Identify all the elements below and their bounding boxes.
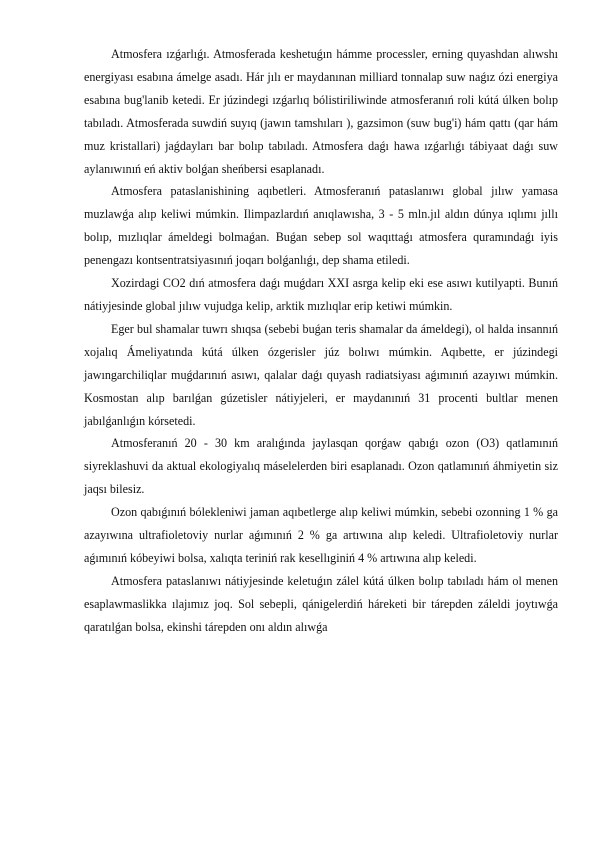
paragraph-pollution-consequences: Atmosfera pataslanishining aqıbetleri. Atmosferanıń pataslanıwı global jılıw yamasa muzlawǵa alıp keliwi múmkin. Ilimpazlardıń anıqlawısha, 3 - 5 mln.jıl aldın dúnya ıqlımı jıllı bolıp, mızlıqlar ámeldegi bolmaǵan. Buǵan sebep sol waqıttaǵı atmosfera quramındaǵı iyis penengazı kontsentratsiyasınıń joqarı bolǵanlıǵı, dep shama etiledi. xyxy=(84,184,558,268)
paragraph-ozone-depletion: Ozon qabıǵınıń bólekleniwi jaman aqıbetlerge alıp keliwi múmkin, sebebi ozonning 1 % ga azayıwına ultrafioletoviy nurlar aǵımınıń 2 % ga artıwına alıp keledi. Ultrafioletoviy nurlar aǵımınıń kóbeyiwi bolsa, xalıqta teriniń rak kesellıginiń 4 % artıwına alıp keledi. xyxy=(84,505,558,565)
document-page xyxy=(84,43,558,639)
paragraph-economic-changes: Eger bul shamalar tuwrı shıqsa (sebebi buǵan teris shamalar da ámeldegi), ol halda insannıń xojalıq Ámeliyatında kútá úlken ózgerisler júz bolıwı múmkin. Aqıbette, er júzindegi jawıngarchiliqlar muǵdarınıń asıwı, qalalar daǵı quyash radiatsiyası aǵımınıń azayıwı múmkin. Kosmostan alıp barılǵan gúzetisler nátiyjeleri, er maydanınıń 31 procenti bultlar menen jabılǵanlıǵın kórsetedi. xyxy=(84,321,558,428)
paragraph-co2-increase: Xozirdagi CO2 dıń atmosfera daǵı muǵdarı XXI asrga kelip eki ese asıwı kutilyapti. Bunıń nátiyjesinde global jılıw vujudga kelip, arktik mızlıqlar erip ketiwi múmkin. xyxy=(84,276,558,313)
paragraph-ozone-layer: Atmosferanıń 20 - 30 km aralıǵında jaylasqan qorǵaw qabıǵı ozon (O3) qatlamınıń siyreklashuvi da aktual ekologiyalıq máselelerden biri esaplanadı. Ozon qatlamınıń áhmiyetin siz jaqsı bilesiz. xyxy=(84,436,558,497)
paragraph-pollution-damage: Atmosfera pataslanıwı nátiyjesinde keletuǵın zálel kútá úlken bolıp tabıladı hám ol menen esaplawmaslikka ılajımız joq. Sol sebepli, qánigelerdiń háreketi bir tárepden záleldi joytıwǵa qaratılǵan bolsa, ekinshi tárepden onı aldın alıwǵa xyxy=(84,573,558,634)
paragraph-atmosphere-humidity: Atmosfera ızǵarlıǵı. Atmosferada keshetuǵın hámme processler, erning quyashdan alıwshı energiyası esabına ámelge asadı. Hár jılı er maydanınan milliard tonnalap suw naǵız ózi energiya esabına bug'lanib ketedi. Er júzindegi ızǵarlıq bólistiriliwinde atmosferanıń roli kútá úlken bolıp tabıladı. Atmosferada suwdiń suyıq (jawın tamshıları ), gazsimon (suw bug'i) hám qattı (qar hám muz kristallari) jaǵdayları bar bolıp tabıladı. Atmosfera daǵı hawa ızǵarlıǵı tábiyaat daǵı suw aylanıwınıń eń aktiv bolǵan sheńbersi esaplanadı. xyxy=(84,47,558,176)
